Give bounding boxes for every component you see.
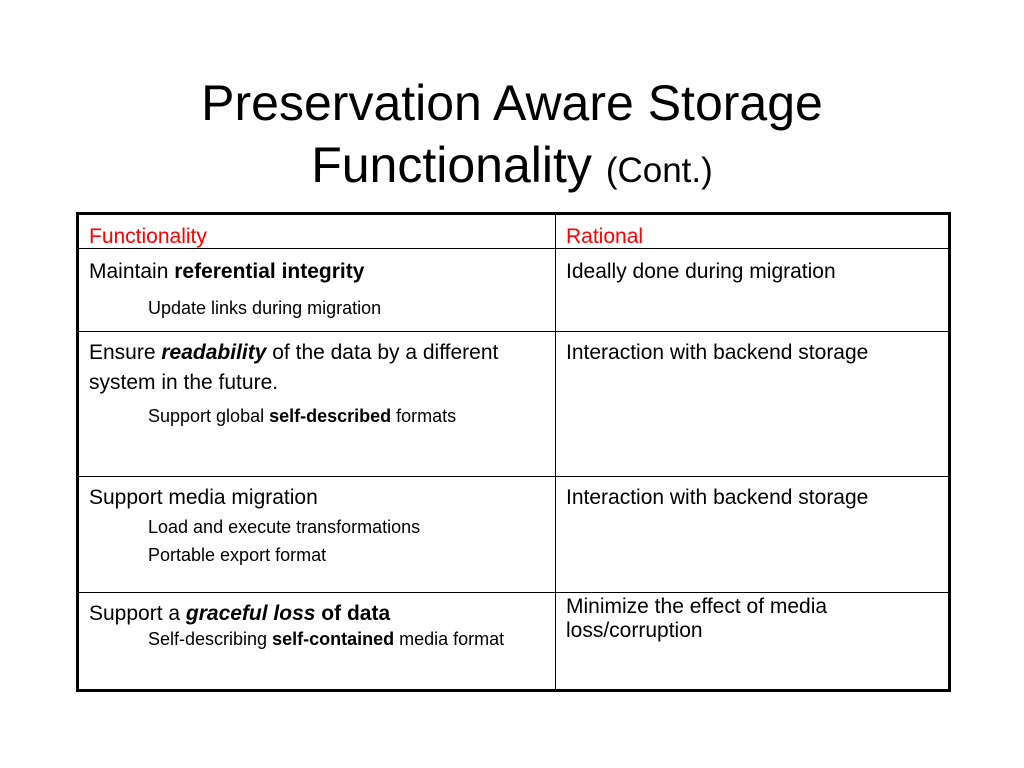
- text-span-bold-italic: graceful loss: [185, 602, 316, 625]
- header-functionality: Functionality: [89, 225, 207, 248]
- functionality-sub: [79, 629, 555, 650]
- slide-title-main: Functionality: [311, 137, 592, 193]
- text-span-bold: self-contained: [272, 629, 395, 649]
- functionality-sub: Load and execute transformations: [148, 517, 421, 537]
- slide-title-line1: Preservation Aware Storage: [201, 75, 823, 131]
- rational-text: Interaction with backend storage: [566, 341, 869, 364]
- rational-cell: [556, 477, 950, 593]
- header-rational: Rational: [566, 225, 644, 248]
- text-span: media format: [394, 629, 505, 649]
- rational-text: Minimize the effect of media loss/corruption: [566, 595, 828, 642]
- text-span-bold: of data: [315, 602, 391, 625]
- text-span: formats: [391, 406, 457, 426]
- slide-title-suffix: (Cont.): [605, 151, 713, 190]
- table-row: [78, 593, 950, 691]
- text-span: Support global: [148, 406, 270, 426]
- functionality-main: Support media migration: [89, 486, 318, 509]
- table-header-row: [78, 214, 950, 249]
- text-span-bold: referential integrity: [174, 260, 365, 283]
- slide-title-line2: [0, 134, 1024, 202]
- table-row: [78, 477, 950, 593]
- text-span: Self-describing: [148, 629, 273, 649]
- text-span-bold: self-described: [269, 406, 392, 426]
- functionality-main: [79, 593, 555, 629]
- text-span: Support a: [89, 602, 186, 625]
- rational-cell: [556, 593, 950, 691]
- text-span: of the data by a different system in the future.: [89, 341, 499, 394]
- functionality-cell: [78, 332, 556, 477]
- rational-cell: [556, 332, 950, 477]
- functionality-sub: Portable export format: [148, 545, 327, 565]
- rational-text: Ideally done during migration: [566, 260, 836, 283]
- slide-title: [0, 72, 1024, 202]
- table-row: [78, 332, 950, 477]
- functionality-cell: [78, 249, 556, 332]
- text-span: Ensure: [89, 341, 162, 364]
- header-cell-functionality: [78, 214, 556, 249]
- text-span-bold-italic: readability: [161, 341, 267, 364]
- functionality-sub: Update links during migration: [148, 298, 382, 318]
- text-span: Maintain: [89, 260, 175, 283]
- functionality-table: [76, 212, 951, 692]
- functionality-sub: [79, 398, 555, 427]
- table-row: [78, 249, 950, 332]
- functionality-cell: [78, 593, 556, 691]
- functionality-main: [79, 249, 555, 287]
- functionality-main: [79, 332, 555, 398]
- rational-text: Interaction with backend storage: [566, 486, 869, 509]
- rational-cell: [556, 249, 950, 332]
- header-cell-rational: [556, 214, 950, 249]
- functionality-cell: [78, 477, 556, 593]
